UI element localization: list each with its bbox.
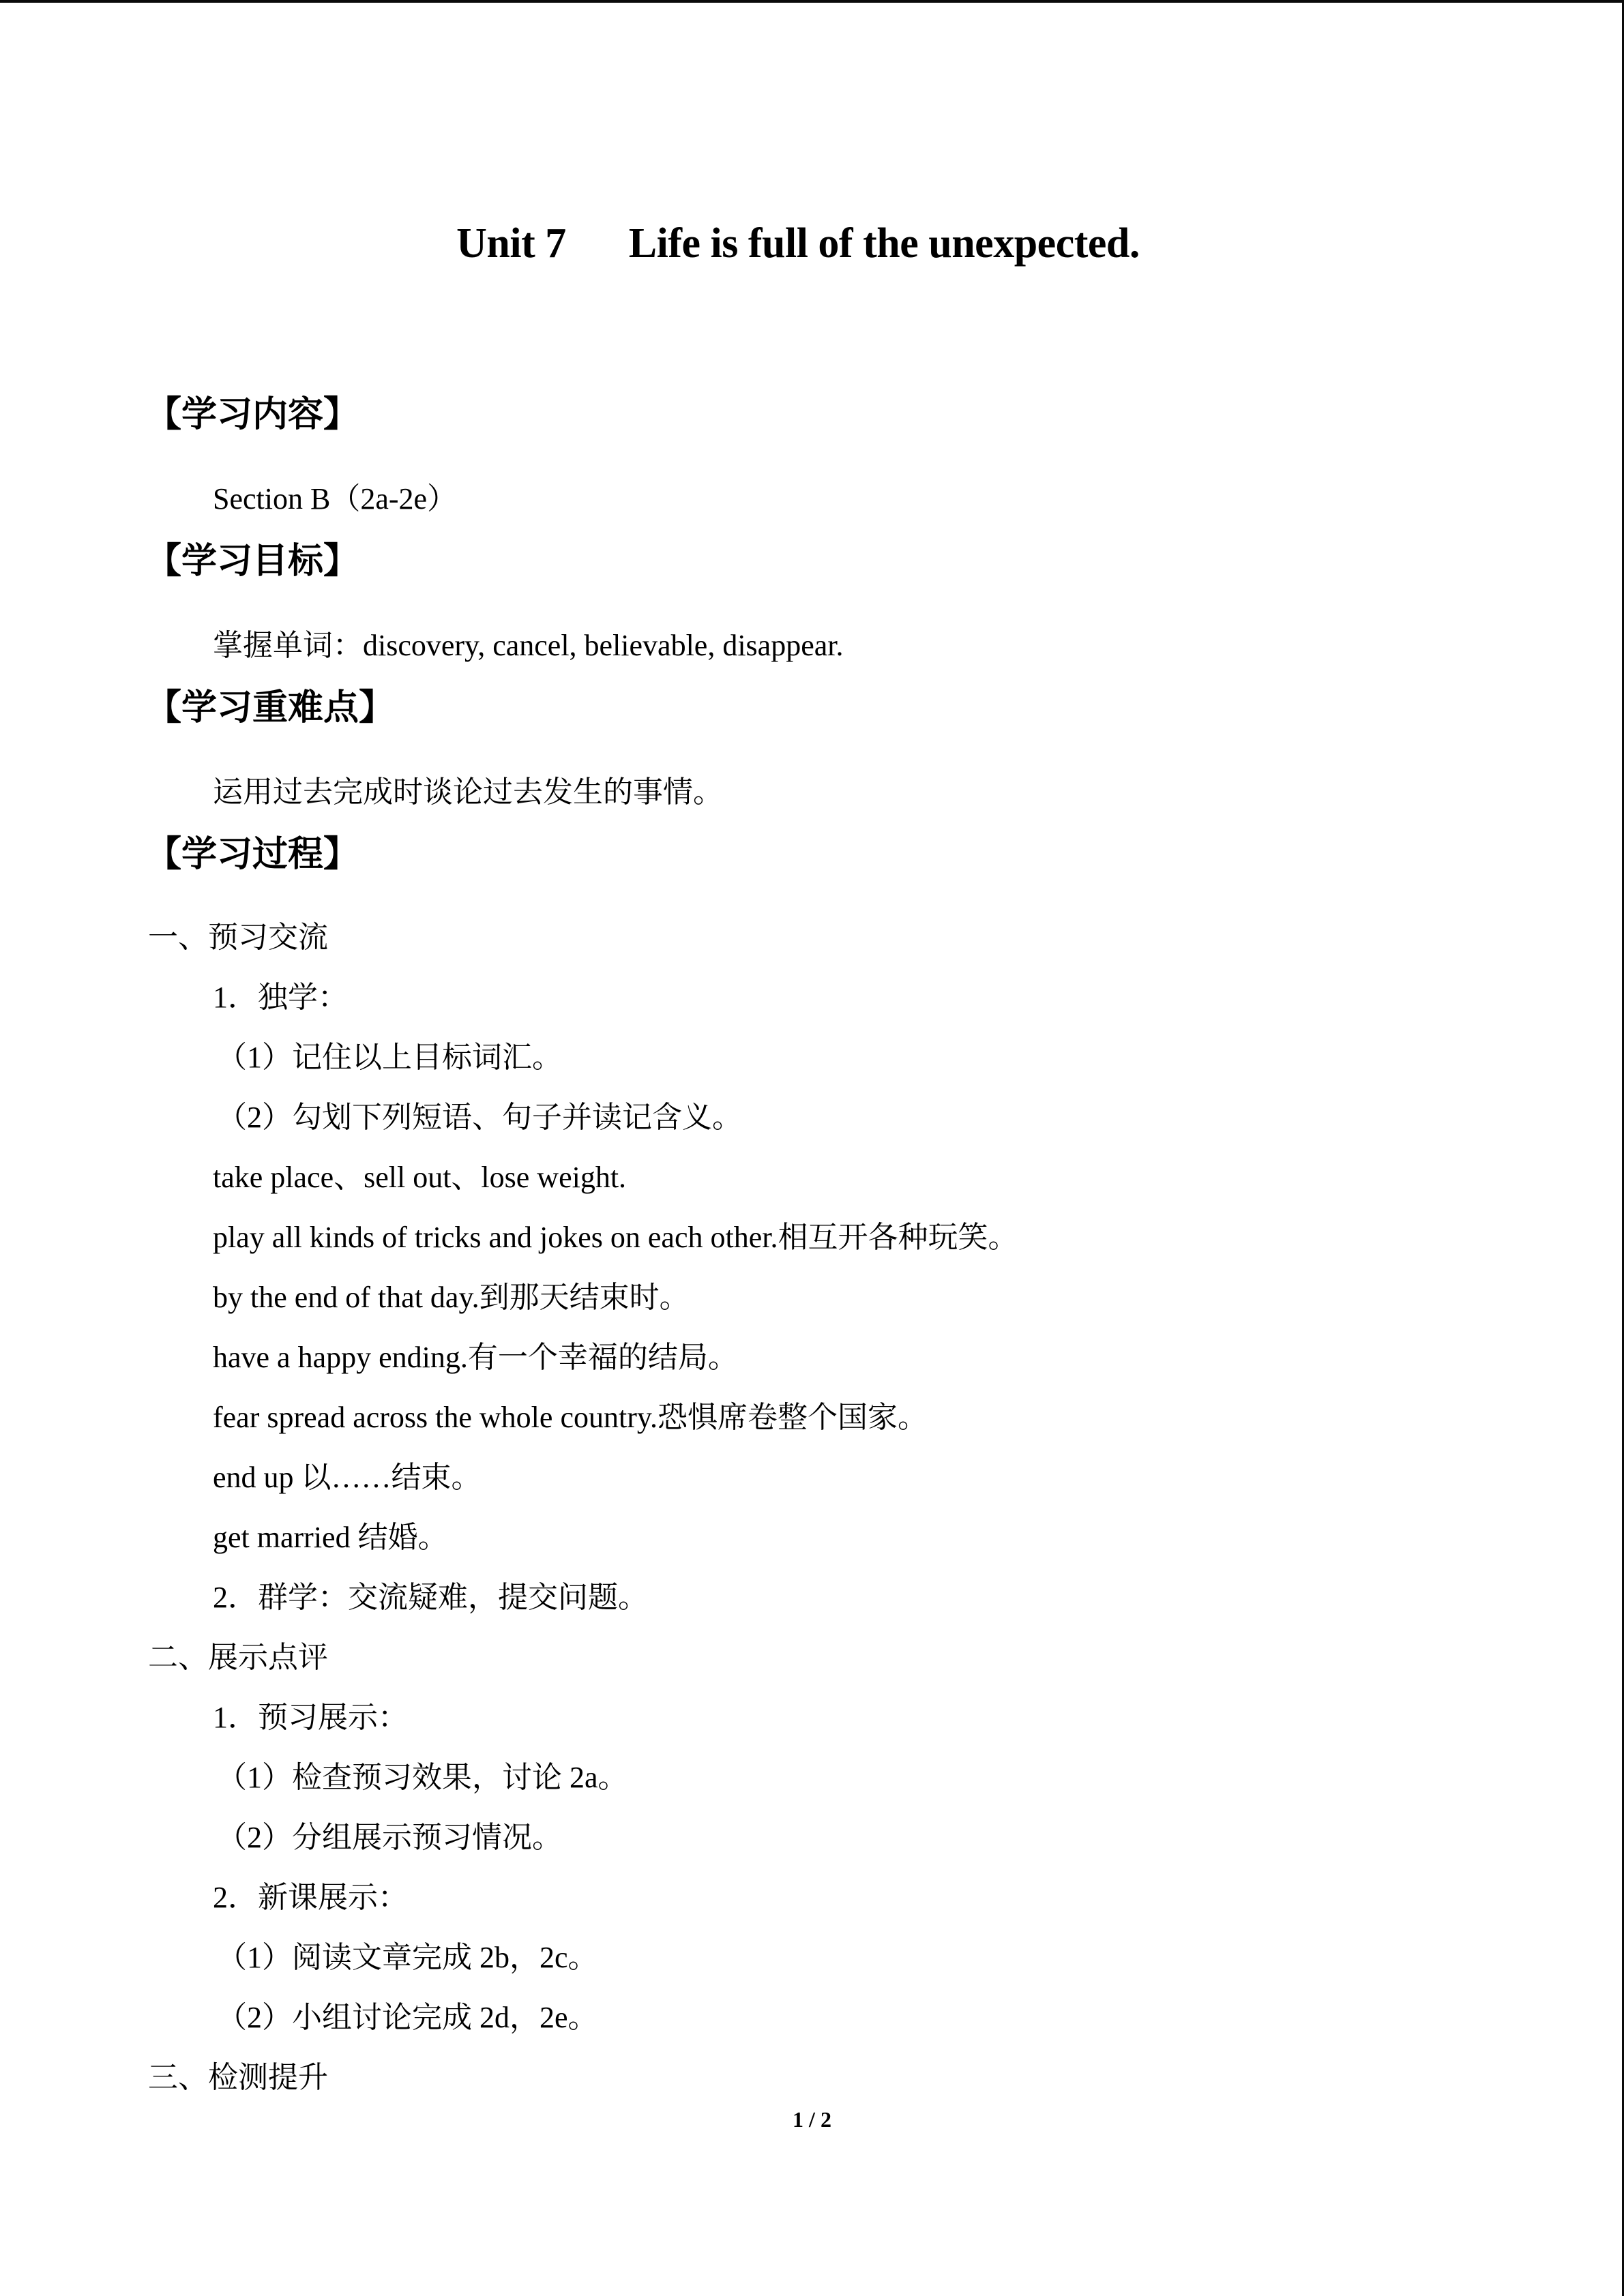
process-subitem: （2）勾划下列短语、句子并读记含义。: [217, 1101, 742, 1134]
heading-learning-content: 【学习内容】: [146, 394, 359, 435]
page-number: 1 / 2: [793, 2107, 831, 2132]
process-subitem: （2）分组展示预习情况。: [217, 1821, 562, 1854]
process-section-assessment: 三、检测提升: [148, 2061, 328, 2094]
process-subitem: （1）阅读文章完成 2b，2c。: [217, 1941, 598, 1974]
key-points-text: 运用过去完成时谈论过去发生的事情。: [213, 775, 723, 809]
heading-learning-process: 【学习过程】: [146, 834, 359, 875]
phrase-line: play all kinds of tricks and jokes on each other.相互开各种玩笑。: [213, 1221, 1018, 1254]
process-item-group-study: 2．群学：交流疑难，提交问题。: [213, 1581, 648, 1614]
process-section-presentation: 二、展示点评: [148, 1641, 328, 1674]
process-subitem: （1）检查预习效果，讨论 2a。: [217, 1761, 628, 1794]
document-title: [0, 222, 1596, 265]
process-subitem: （2）小组讨论完成 2d，2e。: [217, 2001, 598, 2034]
phrase-line: get married 结婚。: [213, 1521, 448, 1554]
learning-content-text: Section B（2a-2e）: [213, 482, 458, 516]
heading-key-points: 【学习重难点】: [146, 687, 395, 728]
title-text: Life is full of the unexpected.: [628, 220, 1140, 267]
process-section-preview: 一、预习交流: [148, 921, 328, 954]
title-unit: Unit 7: [456, 220, 566, 267]
phrase-line: have a happy ending.有一个幸福的结局。: [213, 1341, 738, 1374]
phrase-line: end up 以……结束。: [213, 1461, 482, 1494]
process-item-preview-display: 1．预习展示：: [213, 1701, 408, 1734]
process-item-self-study: 1．独学：: [213, 981, 348, 1014]
learning-objectives-text: 掌握单词：discovery, cancel, believable, disappear.: [213, 629, 844, 662]
heading-learning-objectives: 【学习目标】: [146, 541, 359, 582]
process-subitem: （1）记住以上目标词汇。: [217, 1041, 562, 1074]
phrase-line: fear spread across the whole country.恐惧席卷整个国家。: [213, 1401, 928, 1434]
phrase-line: by the end of that day.到那天结束时。: [213, 1281, 690, 1314]
process-item-new-lesson: 2．新课展示：: [213, 1881, 408, 1914]
phrase-line: take place、sell out、lose weight.: [213, 1161, 627, 1194]
